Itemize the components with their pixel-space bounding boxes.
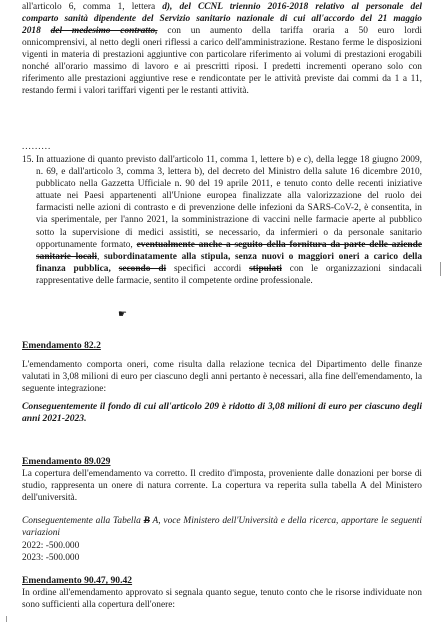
margin-tick-right: [440, 262, 441, 276]
intro-struck: del medesimo contratto,: [50, 26, 158, 36]
item-15-struck-3: stipulati: [249, 263, 282, 274]
em-90-text: In ordine all'emendamento approvato si segnala quanto segue, tenuto conto che le risorse individuate non sono sufficienti alla copertura dell'onere:: [22, 588, 422, 611]
item-15-sep: ,: [96, 251, 104, 262]
variation-2023: 2023: -500.000: [22, 553, 80, 563]
conseq-text-a: Conseguentemente alla Tabella: [22, 516, 144, 526]
ellipsis: .........: [22, 141, 52, 151]
item-15-end: con le organizzazioni sindacali rappresentative delle farmacie, sentito il competente ordine professionale.: [36, 263, 423, 286]
intro-year: 2018: [22, 26, 51, 36]
item-15-text: [36, 154, 422, 287]
item-15-struck-1: eventualmente anche a seguito della fornitura da parte delle aziende sanitarie locali: [36, 239, 422, 262]
item-15-struck-2: secondo di: [118, 263, 167, 274]
item-15-mid: specifici accordi: [166, 263, 250, 274]
em-82-2-integration: Conseguentemente il fondo di cui all'articolo 209 è ridotto di 3,08 milioni di euro per ciascuno degli anni 2021-2023.: [22, 401, 422, 425]
intro-rate: con un aumento della tariffa oraria a 50 euro lordi: [157, 26, 423, 36]
heading-em-82-2: Emendamento 82.2: [22, 340, 101, 351]
em-82-2-text: L'emendamento comporta oneri, come risulta dalla relazione tecnica del Dipartimento delle finanze valutati in 3,08 milioni di euro per ciascuno degli anni pertanto è necessari, alla fine dell'emendamento, la seguente integrazione:: [22, 360, 422, 395]
heading-em-90: Emendamento 90.47, 90.42: [22, 575, 133, 586]
stray-mark: ☛: [118, 309, 127, 320]
conseq-struck: B: [143, 516, 150, 526]
intro-text: all'articolo 6, comma 1, lettera: [22, 2, 163, 12]
intro-bold: d), del CCNL triennio 2016-2018 relativo al personale del: [162, 2, 422, 12]
item-15-bold: subordinatamente alla stipula, senza nuovi o maggiori oneri a carico della finanza pubblica,: [36, 251, 423, 274]
margin-tick-left: [6, 616, 7, 622]
item-15-number: 15.: [22, 155, 34, 165]
intro-rest: onnicomprensivi, al netto degli oneri riflessi a carico dell'amministrazione. Restano ferme le disposizioni vigenti in materia di prestazioni aggiuntive con particolare riferimento ai volumi di prestazioni erogabili nonché all'orario massimo di lavoro e ai prescritti riposi. I predetti incrementi operano solo con riferimento alle prestazioni aggiuntive rese e rendicontate per le attività previste dai commi da 1 a 11, restando fermi i valori tariffari vigenti per le restanti attività.: [22, 38, 422, 97]
variation-2022: 2022: -500.000: [22, 541, 80, 551]
item-15-body: In attuazione di quanto previsto dall'articolo 11, comma 1, lettere b) e c), della legge 18 giugno 2009, n. 69, e dall'articolo 3, comma 3, lettera b), del decreto del Ministro della salute 16 dicembre 2010, pubblicato nella Gazzetta Ufficiale n. 90 del 19 aprile 2011, e tenuto conto delle recenti iniziative attuate nei Paesi appartenenti all'Unione europea finalizzate alla valorizzazione del ruolo dei farmacisti nelle azioni di contrasto e di prevenzione delle infezioni da SARS-CoV-2, è consentita, in via sperimentale, per l'anno 2021, la somministrazione di vaccini nelle farmacie aperte al pubblico sotto la supervisione di medici assistiti, se necessario, da infermieri o da personale sanitario opportunamente formato,: [36, 155, 422, 250]
intro-line-2: comparto sanità dipendente del Servizio sanitario nazionale di cui all'accordo del 21 maggio: [22, 14, 422, 24]
em-89-029-text: La copertura dell'emendamento va corretto. Il credito d'imposta, proveniente dalle donazioni per borse di studio, rappresenta un onere di natura corrente. La copertura va reperita sulla tabella A del Ministero dell'università.: [22, 469, 422, 504]
heading-em-89-029: Emendamento 89.029: [22, 456, 111, 467]
conseq-text-b: A, voce Ministero dell'Università e della ricerca, apportare le seguenti variazioni: [22, 516, 422, 539]
em-89-029-conseq: [22, 515, 422, 539]
